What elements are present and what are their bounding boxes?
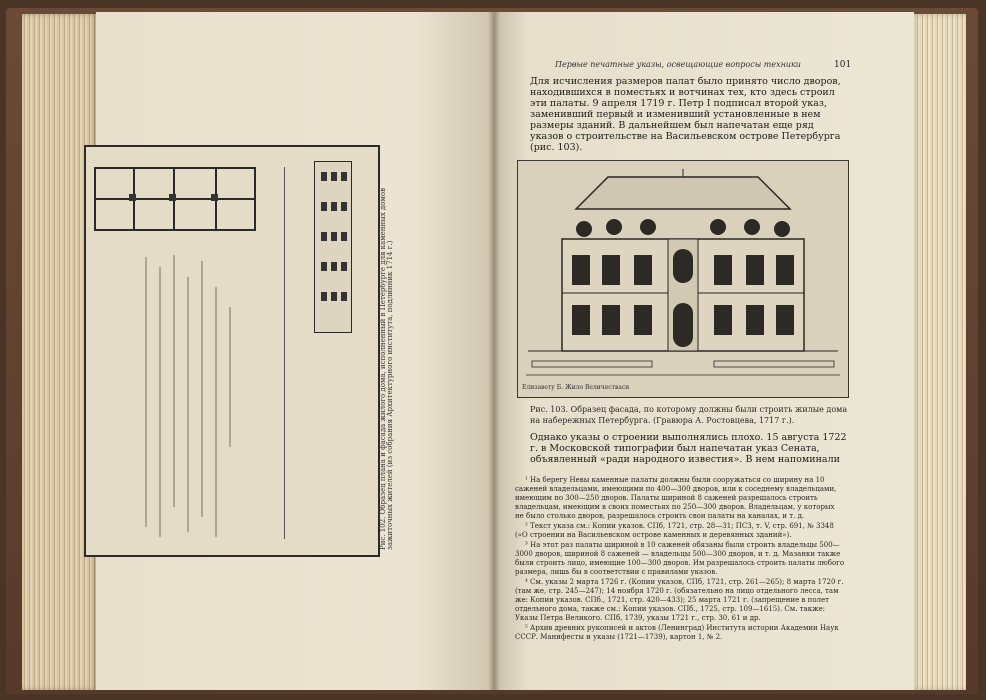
architectural-plate [84,145,380,557]
footnote-2: ² Текст указа см.: Копии указов. СПб, 1721, стр. 28—31; ПСЗ, т. V, стр. 691, № 3348 («О строении на Васильевском острове каменных и деревянных зданий»). [515,522,834,539]
footnote-1: ¹ На берегу Невы каменные палаты должны были сооружаться со ширину на 10 саженей владельцами, имеющими по 400—300 дворов, или к соседнему владельцами, имеющим по 300—250 дворов. Палаты шириной 8 саженей разрешалось строить владельцам, имеющим в своих поместьях по 250—300 дворов. Владельцам, у которых не было столько дворов, разрешалось строить свои палаты на каналах, и т. д. [515,476,837,520]
footnotes [515,476,845,643]
handwritten-annotation [126,247,326,547]
paragraph-1: Для исчисления размеров палат было принято число дворов, находившихся в поместьях и вотчинах тех, кто здесь строил эти палаты. 9 апреля 1719 г. Петр I подписал второй указ, заменивший первый и изменивший установленные в нем размеры зданий. В дальнейшем был напечатан еще ряд указов о строительстве на Васильевском острове Петербурга (рис. 103). [530,76,841,153]
running-head: Первые печатные указы, освещающие вопросы техники [555,60,801,69]
footnote-4: ⁴ См. указы 2 марта 1726 г. (Копии указов, СПб, 1721, стр. 261—265); 8 марта 1720 г. (там же, стр. 245—247); 14 ноября 1720 г. (обязательно на лицо отдельного лесса, там же: Копии указов. СПб., 1721, стр. 420—433); 25 марта 1721 г. (запрещение в полет отдельного дома, также см.: Копии указов. СПб., 1725, стр. 109—1615). См. также: Указы Петра Великого. СПб, 1739, указы 1721 г., стр. 30, 61 и др. [515,578,844,622]
figure-caption: Рис. 103. Образец фасада, по которому должны были строить жилые дома на набережных Петербурга. (Гравюра А. Ростовцева, 1717 г.). [530,405,848,425]
book-gutter [488,12,500,690]
right-page-edges [910,14,966,690]
facade-illustration [518,161,848,397]
footnote-3: ³ На этот раз палаты шириной в 10 саженей обязаны были строить владельцы 500—3000 дворов, шириной 8 саженей — владельцы 500—300 дворов, и т. д. Мазанки также были строить лицо, имеющие 100—300 дворов. Им разрешалось строить палаты любого размера, лишь бы в соответствии с правилами указов. [515,541,845,576]
facade-engraving [517,160,849,398]
footnote-5: ⁵ Архив древних рукописей и актов (Ленинград) Института истории Академии Наук СССР. Манифесты и указы (1721—1739), картон 1, № 2. [515,624,839,641]
paragraph-2: Однако указы о строении выполнялись плохо. 15 августа 1722 г. в Московской типографии был напечатан указ Сената, объявленный «ради народного известия». В нем напоминали [530,432,847,465]
page-number: 101 [834,60,852,70]
engraving-legend: Елизавету Б. Жило Величестваси [522,384,630,391]
floor-plan [94,167,256,231]
plate-caption: Рис. 102. Образец плана и фасада жилого дома, исполненный в Петербурге для каменных домов зажиточных жителей (из собрания Архитектурного института, подлинник 1714 г.) [379,187,394,550]
